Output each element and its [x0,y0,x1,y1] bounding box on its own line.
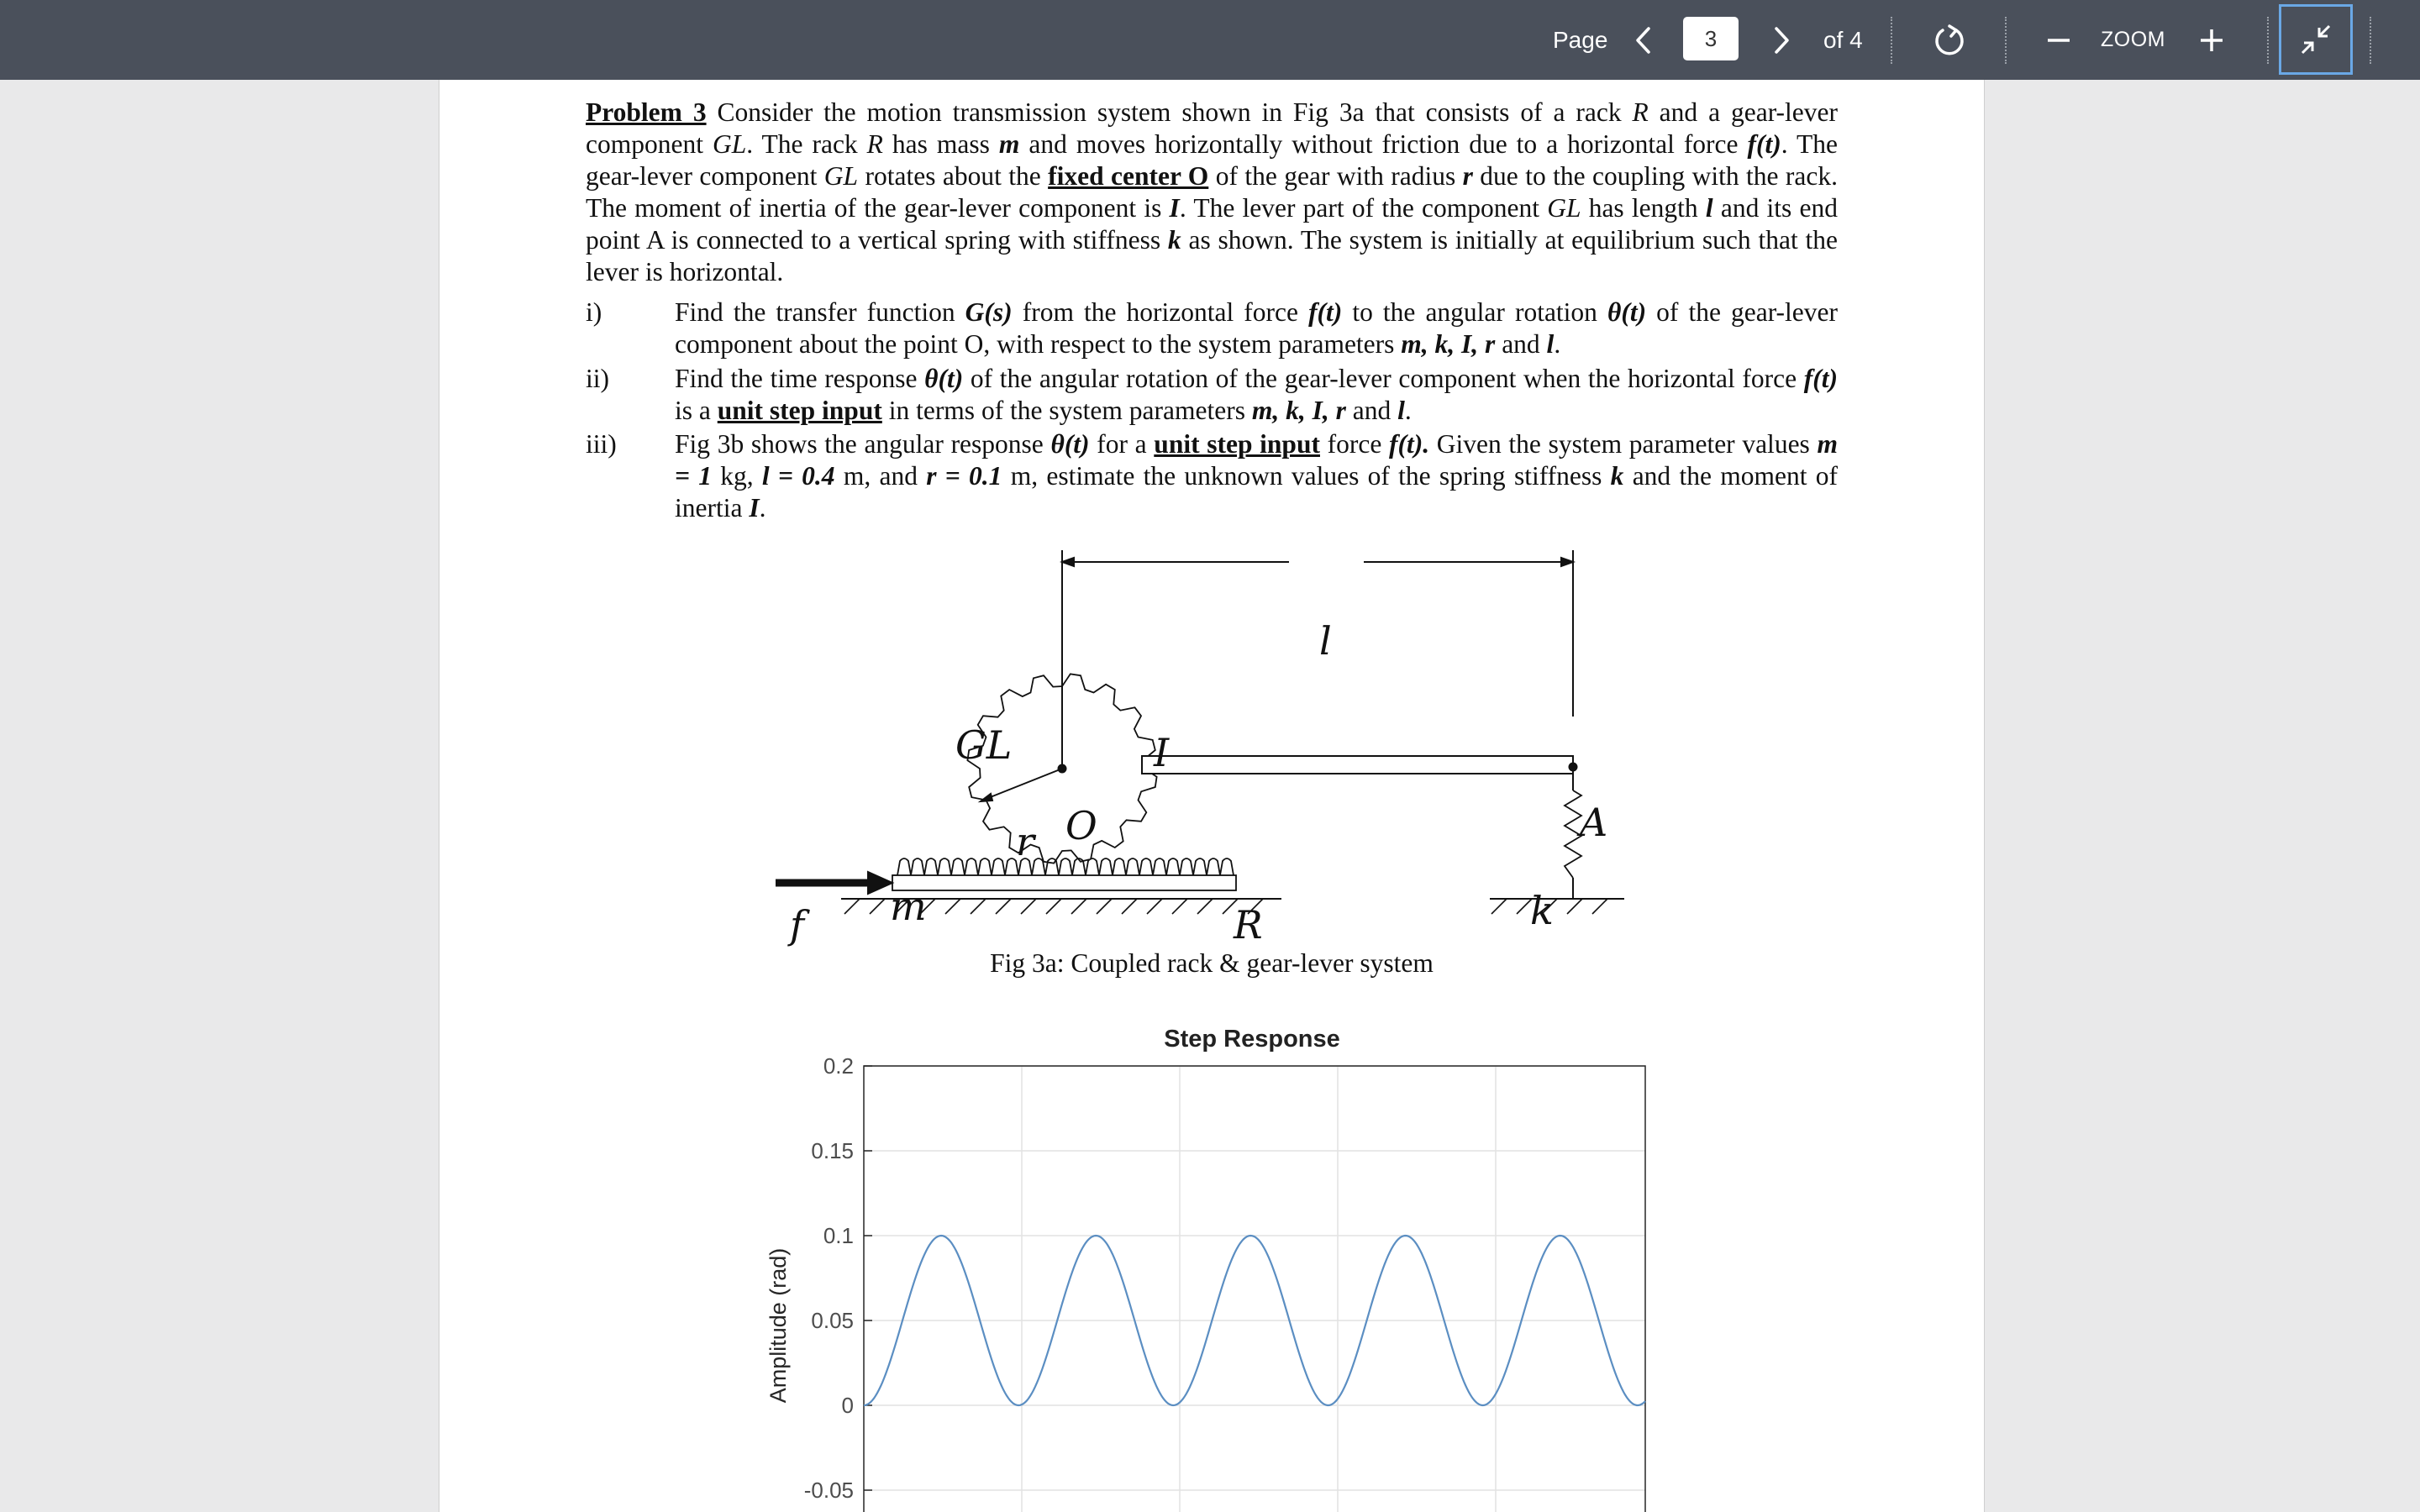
label-A: A [1580,800,1608,845]
next-page-button[interactable] [1763,0,1800,80]
intro-text: . The lever part of the component [1179,193,1548,223]
chevron-right-icon [1771,26,1791,55]
toolbar-divider [2005,17,2007,64]
item-text: and the moment of inertia [675,461,1838,522]
symbol-GL: GL [712,129,747,159]
intro-text: and its end point A is connected to a vertical spring with stiffness [586,193,1838,255]
intro-text: and a gear-lever component [586,97,1838,159]
toolbar-divider [2267,17,2269,64]
item-text: from the horizontal force [1012,297,1309,327]
chart-y-ticks [804,1053,872,1503]
item-number: i) [586,297,602,327]
intro-text: . The gear-lever component [586,129,1838,191]
y-tick-label: 0.2 [823,1053,854,1079]
label-GL: GL [955,722,1013,768]
item-text: kg, [711,461,762,491]
y-tick-label: 0.1 [823,1223,854,1248]
rotate-icon [1933,24,1966,57]
label-I: I [1154,730,1170,775]
item-text: Find the transfer function [675,297,965,327]
y-tick-label: 0.05 [811,1308,854,1333]
label-R: R [1234,902,1263,948]
intro-text: has length [1581,193,1706,223]
item-text: is a [675,396,718,425]
symbol-GL: GL [823,161,859,191]
item-text: . [759,493,766,522]
item-number: ii) [586,364,609,393]
label-r: r [1016,819,1034,864]
symbol-params: m, k, I, r [1401,329,1496,359]
y-tick-label: -0.05 [803,1478,854,1503]
item-text: Find the time response [675,364,925,393]
exit-fullscreen-icon [2299,23,2333,56]
symbol-params: m, k, I, r [1251,396,1346,425]
intro-text: of the gear with radius [1208,161,1463,191]
intro-text: as shown. The system is initially at equilibrium such that the lever is horizontal. [586,225,1839,286]
item-text: force [1319,429,1389,459]
step-response-chart [439,80,1984,1512]
page-count-label: of 4 [1823,26,1863,53]
page-label: Page [1553,26,1608,53]
symbol-GL: GL [1547,193,1581,223]
toolbar-divider [1891,17,1892,64]
item-text: and [1495,329,1547,359]
exit-fullscreen-button[interactable] [2279,4,2353,75]
label-O: O [1065,803,1097,848]
symbol-R: R [866,129,883,159]
y-tick-label: 0.15 [811,1138,854,1163]
item-number: iii) [586,429,617,459]
symbol-theta: θ(t) [1607,297,1647,327]
item-text: to the angular rotation [1342,297,1607,327]
symbol-ft: f(t) [1747,129,1781,159]
symbol-ft: f(t) [1308,297,1343,327]
m-value: m = 1 [675,429,1838,491]
symbol-theta: θ(t) [924,364,964,393]
unit-step-text: unit step input [717,396,882,425]
pdf-page [439,80,1985,1512]
fixed-center-text: fixed center O [1048,161,1209,191]
figure-caption: Fig 3a: Coupled rack & gear-lever system [990,948,1434,978]
item-text: Given the system parameter values [1429,429,1818,459]
label-k: k [1530,888,1554,933]
symbol-I: I [1169,193,1180,223]
y-axis-label: Amplitude (rad) [765,1247,791,1404]
item-text: of the gear-lever component about the point O, with respect to the system parameters [675,297,1838,359]
item-text: in terms of the system parameters [881,396,1252,425]
intro-text: due to the coupling with the rack. The moment of inertia of the gear-lever component is [586,161,1838,223]
page-number-input[interactable] [1683,17,1739,60]
pdf-toolbar [0,0,2420,80]
item-text: m, estimate the unknown values of the spring stiffness [1002,461,1611,491]
intro-text: rotates about the [858,161,1049,191]
l-value: l = 0.4 [761,461,835,491]
item-text: Fig 3b shows the angular response [675,429,1051,459]
symbol-I: I [749,493,760,522]
symbol-m: m [998,129,1020,159]
symbol-r: r [1462,161,1473,191]
previous-page-button[interactable] [1625,0,1662,80]
symbol-k: k [1167,225,1181,255]
plot-frame [864,1066,1645,1512]
y-tick-label: 0 [841,1393,854,1418]
chart-grid [864,1066,1645,1512]
item-text: and [1345,396,1398,425]
zoom-in-button[interactable] [2193,0,2230,80]
label-m: m [890,884,927,929]
item-text: . [1554,329,1561,359]
minus-icon [2046,28,2071,53]
intro-text: has mass [882,129,999,159]
item-text: of the angular rotation of the gear-lever component when the horizontal force [963,364,1804,393]
symbol-ft: f(t). [1389,429,1430,459]
symbol-Gs: G(s) [965,297,1013,327]
r-value: r = 0.1 [926,461,1002,491]
problem-title: Problem 3 [586,97,707,127]
zoom-out-button[interactable] [2040,0,2077,80]
item-text: for a [1089,429,1155,459]
label-l: l [1319,618,1332,664]
item-text: m, and [834,461,927,491]
intro-text: and moves horizontally without friction due to a horizontal force [1019,129,1748,159]
symbol-l: l [1705,193,1713,223]
intro-text: Consider the motion transmission system shown in Fig 3a that consists of a rack [706,97,1633,127]
symbol-theta: θ(t) [1050,429,1090,459]
symbol-R: R [1632,97,1649,127]
zoom-label: ZOOM [2101,28,2165,51]
symbol-l: l [1397,396,1405,425]
item-text: . [1404,396,1412,425]
symbol-ft: f(t) [1803,364,1838,393]
symbol-k: k [1610,461,1624,491]
rotate-button[interactable] [1931,0,1968,80]
unit-step-text: unit step input [1154,429,1320,459]
symbol-l: l [1546,329,1555,359]
label-f: f [790,902,805,948]
chevron-left-icon [1634,26,1654,55]
plus-icon [2199,28,2224,53]
chart-title: Step Response [1164,1026,1340,1053]
toolbar-divider [2370,17,2371,64]
intro-text: . The rack [746,129,867,159]
